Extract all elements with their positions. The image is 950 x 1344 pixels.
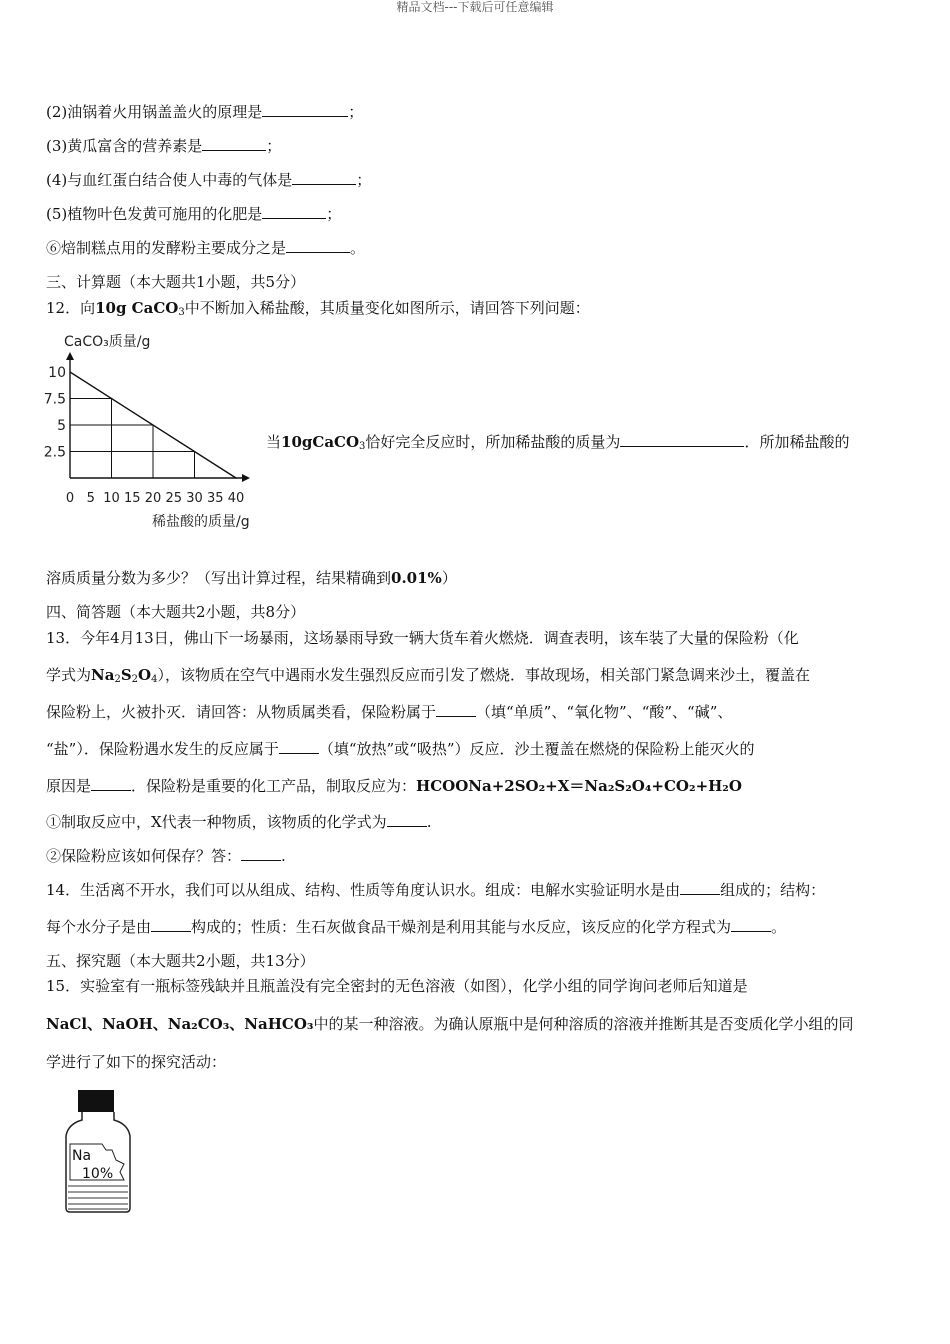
chart-ytick-label: 10 [48, 365, 66, 381]
section-4-title: 四、简答题（本大题共2小题，共8分） [46, 603, 306, 621]
chart-xtick-label: 10 [103, 491, 120, 506]
chart-ytick-label: 5 [57, 418, 66, 434]
q13-l3b: （填“单质”、“氧化物”、“酸”、“碱”、 [476, 703, 733, 721]
q14-l2a: 每个水分子是由 [46, 918, 152, 936]
q11-item-6 [46, 238, 365, 258]
answer-blank[interactable] [387, 812, 427, 827]
q12-tail [46, 568, 457, 588]
q15-line-1: 15．实验室有一瓶标签残缺并且瓶盖没有完全密封的无色溶液（如图），化学小组的同学询问老师后知道是 [46, 977, 748, 995]
chart-ylabel: CaCO₃质量/g [64, 334, 151, 350]
answer-blank[interactable] [620, 432, 744, 447]
chart-x-axis-arrow [242, 474, 250, 482]
answer-blank[interactable] [262, 102, 348, 117]
bottle-label-na: Na [72, 1148, 92, 1164]
chart-xtick-label: 30 [186, 491, 203, 506]
punct: ； [266, 137, 282, 155]
q15-chem-list: NaCl、NaOH、Na₂CO₃、NaHCO₃ [46, 1015, 314, 1033]
q11-item-4-text: (4)与血红蛋白结合使人中毒的气体是 [46, 171, 293, 189]
q13-l4b: （填“放热”或“吸热”）反应．沙土覆盖在燃烧的保险粉上能灭火的 [318, 740, 755, 758]
q13-line-3 [46, 702, 732, 722]
answer-blank[interactable] [262, 204, 326, 219]
answer-blank[interactable] [151, 917, 191, 932]
q12-stem [46, 298, 590, 318]
q11-item-6-text: ⑥焙制糕点用的发酵粉主要成分之是 [46, 239, 287, 257]
q12-stem-sub: 3 [178, 307, 185, 318]
chart-ytick-label: 7.5 [44, 391, 66, 408]
q15-line-3: 学进行了如下的探究活动： [46, 1053, 227, 1071]
q11-item-5-text: (5)植物叶色发黄可施用的化肥是 [46, 205, 263, 223]
answer-blank[interactable] [241, 846, 281, 861]
q13-equation: HCOONa+2SO₂+X＝Na₂S₂O₄+CO₂+H₂O [416, 777, 742, 795]
q13-l5a: 原因是 [46, 777, 92, 795]
q12-side-d: ．所加稀盐酸的 [744, 433, 850, 451]
chart-xtick-label: 40 [227, 491, 245, 506]
bottle-cap [78, 1090, 114, 1112]
q13-l2a: 学式为 [46, 666, 92, 684]
q11-item-4 [46, 170, 371, 190]
q12-tail-end: ） [441, 569, 457, 587]
q13-l2b: ），该物质在空气中遇雨水发生强烈反应而引发了燃烧．事故现场，相关部门紧急调来沙土，覆盖在 [157, 666, 811, 684]
q13-l3a: 保险粉上，火被扑灭．请回答：从物质属类看，保险粉属于 [46, 703, 437, 721]
q14-l2c: 。 [771, 918, 787, 936]
chart-xtick-label: 20 [144, 491, 162, 506]
q11-item-5 [46, 204, 341, 224]
q13-line-4 [46, 739, 755, 759]
chart-xtick-label: 35 [206, 491, 224, 506]
punct: ； [326, 205, 342, 223]
punct: ； [348, 103, 364, 121]
chart-ytick-label: 2.5 [44, 444, 66, 461]
q13-line-5 [46, 776, 742, 796]
chart-xtick-label: 0 [65, 491, 75, 506]
answer-blank[interactable] [279, 739, 319, 754]
chart-y-axis-arrow [66, 352, 74, 360]
q13-l6b: . [426, 813, 432, 831]
q15-line-2 [46, 1014, 854, 1034]
q14-l1b: 组成的；结构： [720, 881, 826, 899]
sub-2: 2 [131, 674, 139, 685]
q13-l5b: ．保险粉是重要的化工产品，制取反应为： [131, 777, 417, 795]
q12-side-sub: 3 [359, 441, 366, 452]
q11-item-3 [46, 136, 281, 156]
chem-o: O [138, 666, 152, 684]
q12-stem-a: 12．向 [46, 299, 96, 317]
answer-blank[interactable] [91, 776, 131, 791]
page-header: 精品文档---下载后可任意编辑 [396, 0, 554, 14]
q14-l1a: 14．生活离不开水，我们可以从组成、结构、性质等角度认识水。组成：电解水实验证明水是由 [46, 881, 681, 899]
bottle-label-percent: 10% [82, 1166, 114, 1182]
answer-blank[interactable] [292, 170, 356, 185]
sub-1: 2 [114, 674, 121, 685]
q12-stem-c: 中不断加入稀盐酸，其质量变化如图所示，请回答下列问题： [184, 299, 590, 317]
q12-stem-chem: 10g CaCO [95, 299, 179, 317]
q13-line-2 [46, 665, 810, 685]
caco3-mass-chart [44, 326, 274, 536]
q12-tail-text: 溶质质量分数为多少？（写出计算过程，结果精确到 [46, 569, 392, 587]
answer-blank[interactable] [436, 702, 476, 717]
answer-blank[interactable] [680, 880, 720, 895]
q14-l2b: 构成的；性质：生石灰做食品干燥剂是利用其能与水反应，该反应的化学方程式为 [191, 918, 732, 936]
q12-side-text [266, 432, 849, 452]
q14-line-1 [46, 880, 825, 900]
punct: ； [356, 171, 372, 189]
q12-side-chem: 10gCaCO [281, 433, 360, 451]
chem-s: S [120, 666, 132, 684]
chem-na: Na [91, 666, 115, 684]
q13-line-6 [46, 812, 431, 832]
sub-3: 4 [151, 674, 158, 685]
q13-l7b: . [281, 847, 286, 865]
q11-item-3-text: (3)黄瓜富含的营养素是 [46, 137, 203, 155]
chart-xlabel: 稀盐酸的质量/g [152, 514, 250, 530]
q13-l6a: ①制取反应中，X代表一种物质，该物质的化学式为 [46, 813, 387, 831]
answer-blank[interactable] [286, 238, 350, 253]
chart-xtick-label: 25 [165, 491, 183, 506]
reagent-bottle-figure [60, 1088, 136, 1216]
chart-xtick-label: 15 [123, 491, 141, 506]
q13-line-1: 13．今年4月13日，佛山下一场暴雨，这场暴雨导致一辆大货车着火燃烧．调查表明，该车装了大量的保险粉（化 [46, 629, 799, 647]
q13-l7a: ②保险粉应该如何保存？答： [46, 847, 242, 865]
answer-blank[interactable] [202, 136, 266, 151]
q13-l4a: “盐”）．保险粉遇水发生的反应属于 [46, 740, 279, 758]
section-5-title: 五、探究题（本大题共2小题，共13分） [46, 952, 315, 970]
punct: 。 [350, 239, 366, 257]
q12-tail-num: 0.01% [391, 569, 442, 587]
q11-item-2 [46, 102, 363, 122]
q12-side-a: 当 [266, 433, 282, 451]
q12-side-c: 恰好完全反应时，所加稀盐酸的质量为 [365, 433, 621, 451]
chart-xtick-label: 5 [86, 491, 95, 506]
q11-item-2-text: (2)油锅着火用锅盖盖火的原理是 [46, 103, 263, 121]
q14-line-2 [46, 917, 786, 937]
answer-blank[interactable] [731, 917, 771, 932]
q15-l2b: 中的某一种溶液。为确认原瓶中是何种溶质的溶液并推断其是否变质化学小组的同 [313, 1015, 854, 1033]
section-3-title: 三、计算题（本大题共1小题，共5分） [46, 273, 306, 291]
q13-line-7 [46, 846, 286, 866]
